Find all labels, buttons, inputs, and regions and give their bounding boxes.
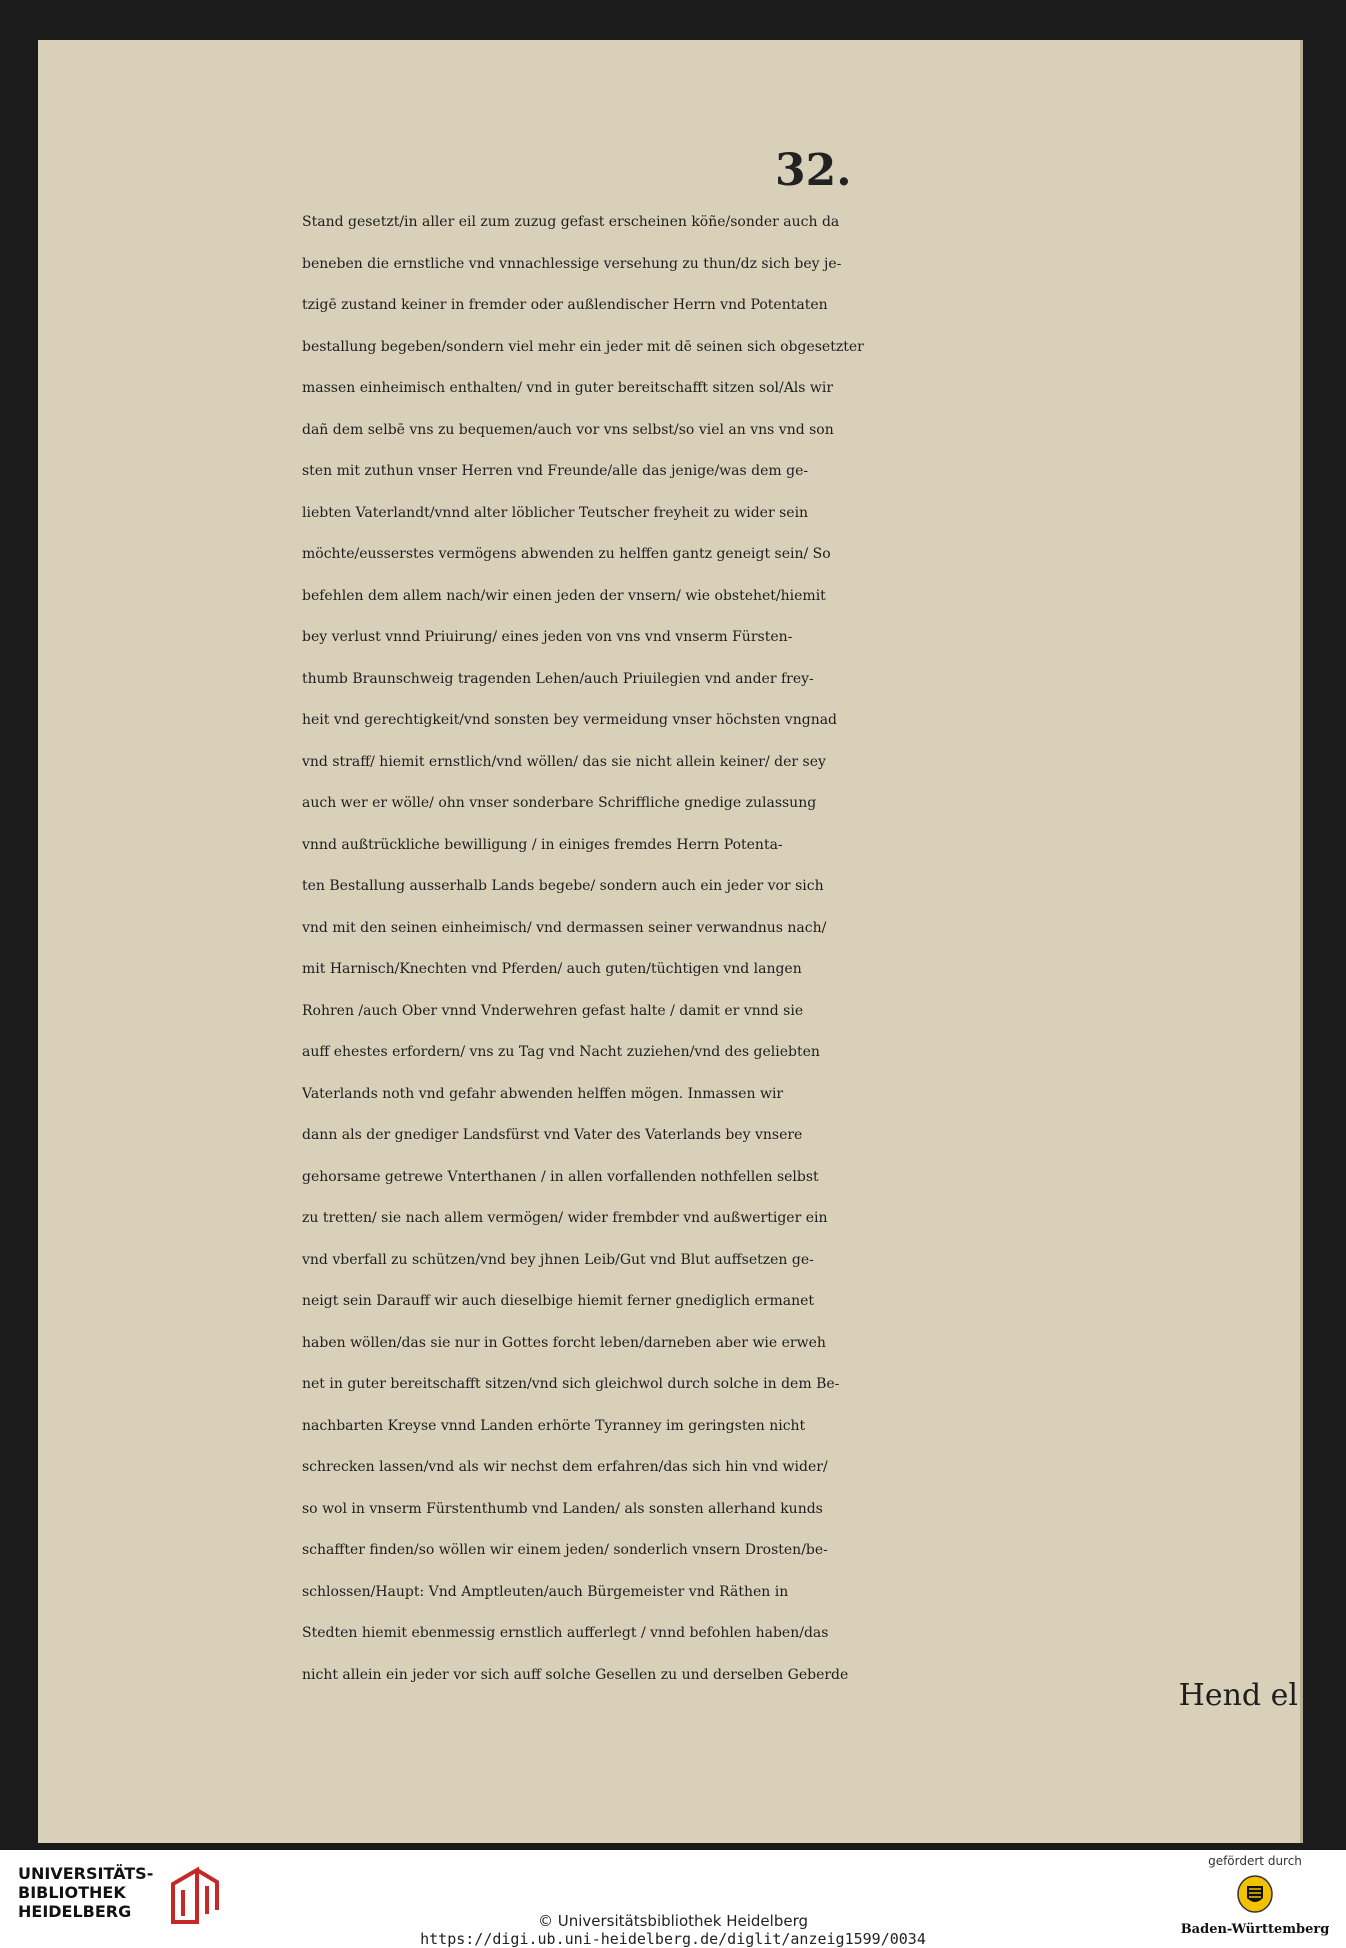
text-line: vnnd außtrückliche bewilligung / in einiges fremdes Herrn Potenta- [302,836,783,853]
text-line: bestallung begeben/sondern viel mehr ein jeder mit dē seinen sich obgesetzter [302,338,864,355]
page-number: 32. [775,145,852,196]
text-line: auff ehestes erfordern/ vns zu Tag vnd Nacht zuziehen/vnd des geliebten [302,1044,820,1060]
text-line: nicht allein ein jeder vor sich auff solche Gesellen zu und derselben Geberde [302,1666,849,1683]
catchword: Hend el [1178,1678,1298,1713]
text-line: dañ dem selbē vns zu bequemen/auch vor vns selbst/so viel an vns vnd son [302,421,834,438]
text-line: liebten Vaterlandt/vnnd alter löblicher Teutscher freyheit zu wider sein [302,504,809,521]
text-line: vnd mit den seinen einheimisch/ vnd dermassen seiner verwandnus nach/ [302,919,827,936]
text-line: Rohren /auch Ober vnnd Vnderwehren gefast halte / damit er vnnd sie [302,1002,804,1019]
coat-of-arms-icon [1235,1874,1275,1914]
text-line: Stedten hiemit ebenmessig ernstlich aufferlegt / vnnd befohlen haben/das [302,1625,829,1641]
text-line: Vaterlands noth vnd gefahr abwenden helffen mögen. Inmassen wir [302,1085,784,1102]
text-line: schrecken lassen/vnd als wir nechst dem erfahren/das sich hin vnd wider/ [302,1459,828,1475]
text-line: vnd straff/ hiemit ernstlich/vnd wöllen/ das sie nicht allein keiner/ der sey [302,753,826,770]
text-line: beneben die ernstliche vnd vnnachlessige versehung zu thun/dz sich bey je- [302,255,842,272]
text-line: vnd vberfall zu schützen/vnd bey jhnen Leib/Gut vnd Blut auffsetzen ge- [302,1251,814,1268]
text-line: ten Bestallung ausserhalb Lands begebe/ sondern auch ein jeder vor sich [302,878,824,894]
text-line: befehlen dem allem nach/wir einen jeden der vnsern/ wie obstehet/hiemit [302,587,826,604]
text-line: dann als der gnediger Landsfürst vnd Vater des Vaterlands bey vnsere [302,1127,803,1143]
text-line: heit vnd gerechtigkeit/vnd sonsten bey vermeidung vnser höchsten vngnad [302,712,838,728]
text-line: tzigē zustand keiner in fremder oder außlendischer Herrn vnd Potentaten [302,297,828,313]
text-line: gehorsame getrewe Vnterthanen / in allen vorfallenden nothfellen selbst [302,1168,819,1185]
text-line: so wol in vnserm Fürstenthumb vnd Landen/ als sonsten allerhand kunds [302,1500,823,1517]
text-line: neigt sein Darauff wir auch dieselbige hiemit ferner gnediglich ermanet [302,1293,815,1309]
text-line: schlossen/Haupt: Vnd Amptleuten/auch Bürgemeister vnd Räthen in [302,1583,789,1600]
copyright: © Universitätsbibliothek Heidelberg [537,1912,808,1930]
text-line: nachbarten Kreyse vnnd Landen erhörte Tyranney im geringsten nicht [302,1417,806,1434]
text-line: haben wöllen/das sie nur in Gottes forcht leben/darneben aber wie erweh [302,1334,826,1351]
text-line: thumb Braunschweig tragenden Lehen/auch Priuilegien vnd ander frey- [302,670,814,687]
text-line: net in guter bereitschafft sitzen/vnd sich gleichwol durch solche in dem Be- [302,1376,840,1392]
library-name-line: UNIVERSITÄTS- [18,1864,154,1883]
funder-name: Baden-Württemberg [1180,1922,1330,1937]
text-line: möchte/eusserstes vermögens abwenden zu helffen gantz geneigt sein/ So [302,546,831,562]
text-line: Stand gesetzt/in aller eil zum zuzug gefast erscheinen köñe/sonder auch da [302,214,840,230]
funder [1180,1854,1330,1937]
footer [0,1850,1346,1948]
text-line: massen einheimisch enthalten/ vnd in guter bereitschafft sitzen sol/Als wir [302,380,834,396]
text-line: auch wer er wölle/ ohn vnser sonderbare Schriffliche gnedige zulassung [302,795,817,811]
funder-label: gefördert durch [1208,1854,1302,1868]
text-line: schaffter finden/so wöllen wir einem jeden/ sonderlich vnsern Drosten/be- [302,1542,828,1558]
text-line: zu tretten/ sie nach allem vermögen/ wider frembder vnd außwertiger ein [302,1210,828,1226]
library-name-line: HEIDELBERG [18,1902,132,1921]
permalink[interactable]: https://digi.ub.uni-heidelberg.de/diglit/anzeig1599/0034 [420,1930,926,1948]
body-text [302,202,1314,1696]
text-line: sten mit zuthun vnser Herren vnd Freunde/alle das jenige/was dem ge- [302,463,809,479]
text-line: mit Harnisch/Knechten vnd Pferden/ auch guten/tüchtigen vnd langen [302,961,802,977]
text-line: bey verlust vnnd Priuirung/ eines jeden von vns vnd vnserm Fürsten- [302,629,793,645]
library-name-line: BIBLIOTHEK [18,1883,126,1902]
